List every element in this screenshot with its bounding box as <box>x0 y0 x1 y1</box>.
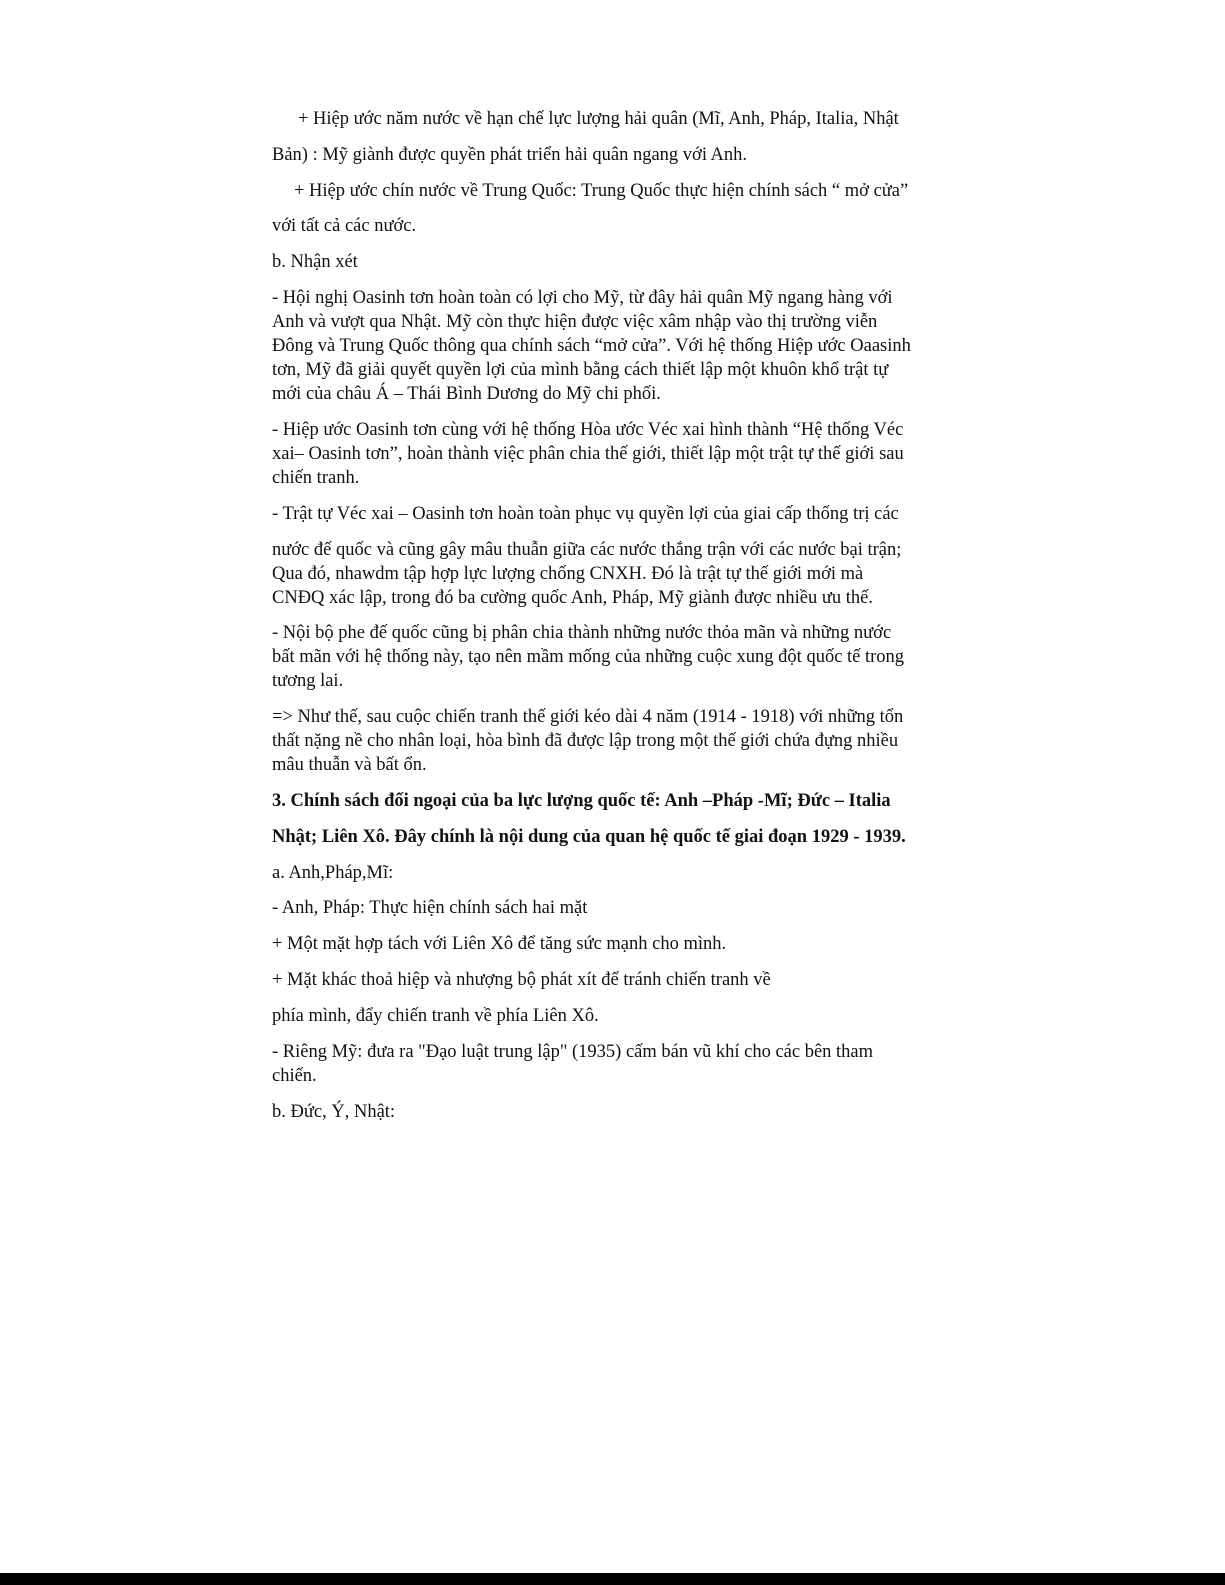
paragraph-internal-line-2: bất mãn với hệ thống này, tạo nên mầm mống của những cuộc xung đột quốc tế trong <box>272 647 905 667</box>
us-neutrality-line-1: - Riêng Mỹ: đưa ra "Đạo luật trung lập" (1935) cấm bán vũ khí cho các bên tham <box>272 1042 874 1062</box>
paragraph-conclusion-line-2: thất nặng nề cho nhân loại, hòa bình đã được lập trong một thế giới chứa đựng nhiều <box>272 731 899 751</box>
paragraph-washington-line-2: Anh và vượt qua Nhật. Mỹ còn thực hiện được việc xâm nhập vào thị trường viễn <box>272 312 878 332</box>
section-b-heading: b. Nhận xét <box>272 252 358 272</box>
section-3-heading-line-2: Nhật; Liên Xô. Đây chính là nội dung của quan hệ quốc tế giai đoạn 1929 - 1939. <box>272 827 906 847</box>
paragraph-versailles-line-1: - Hiệp ước Oasinh tơn cùng với hệ thống Hòa ước Véc xai hình thành “Hệ thống Véc <box>272 420 904 440</box>
paragraph-washington-line-5: mới của châu Á – Thái Bình Dương do Mỹ chi phối. <box>272 384 661 404</box>
paragraph-versailles-line-3: chiến tranh. <box>272 468 360 488</box>
appeasement-point-line-2: phía mình, đẩy chiến tranh về phía Liên Xô. <box>272 1006 599 1026</box>
paragraph-conclusion-line-3: mâu thuẫn và bất ổn. <box>272 755 427 775</box>
treaty-five-nations-line-2: Bản) : Mỹ giành được quyền phát triển hải quân ngang với Anh. <box>272 145 748 165</box>
paragraph-order-line-2: nước đế quốc và cũng gây mâu thuẫn giữa các nước thắng trận với các nước bại trận; <box>272 540 902 560</box>
paragraph-order-line-3: Qua đó, nhawdm tập hợp lực lượng chống CNXH. Đó là trật tự thế giới mới mà <box>272 564 864 584</box>
paragraph-conclusion-line-1: => Như thế, sau cuộc chiến tranh thế giới kéo dài 4 năm (1914 - 1918) với những tổn <box>272 707 904 727</box>
paragraph-versailles-line-2: xai– Oasinh tơn”, hoàn thành việc phân chia thế giới, thiết lập một trật tự thế giới sau <box>272 444 904 464</box>
paragraph-washington-line-1: - Hội nghị Oasinh tơn hoàn toàn có lợi cho Mỹ, từ đây hải quân Mỹ ngang hàng với <box>272 288 893 308</box>
bottom-border <box>0 1573 1225 1585</box>
treaty-five-nations-line-1: + Hiệp ước năm nước về hạn chế lực lượng hải quân (Mĩ, Anh, Pháp, Italia, Nhật <box>298 109 899 129</box>
paragraph-order-line-1: - Trật tự Véc xai – Oasinh tơn hoàn toàn phục vụ quyền lợi của giai cấp thống trị các <box>272 504 899 524</box>
appeasement-point-line-1: + Mặt khác thoả hiệp và nhượng bộ phát xít để tránh chiến tranh về <box>272 970 771 990</box>
paragraph-order-line-4: CNĐQ xác lập, trong đó ba cường quốc Anh, Pháp, Mỹ giành được nhiều ưu thế. <box>272 588 873 608</box>
paragraph-washington-line-4: tơn, Mỹ đã giải quyết quyền lợi của mình bằng cách thiết lập một khuôn khổ trật tự <box>272 360 889 380</box>
treaty-nine-nations-line-2: với tất cả các nước. <box>272 216 417 236</box>
anh-phap-policy: - Anh, Pháp: Thực hiện chính sách hai mặt <box>272 898 588 918</box>
cooperation-point: + Một mặt hợp tách với Liên Xô để tăng sức mạnh cho mình. <box>272 934 727 954</box>
section-3-heading-line-1: 3. Chính sách đối ngoại của ba lực lượng quốc tế: Anh –Pháp -Mĩ; Đức – Italia <box>272 791 891 811</box>
paragraph-internal-line-3: tương lai. <box>272 671 344 691</box>
paragraph-washington-line-3: Đông và Trung Quốc thông qua chính sách “mở cửa”. Với hệ thống Hiệp ước Oaasinh <box>272 336 911 356</box>
treaty-nine-nations-line-1: + Hiệp ước chín nước về Trung Quốc: Trung Quốc thực hiện chính sách “ mở cửa” <box>294 181 909 201</box>
us-neutrality-line-2: chiến. <box>272 1066 317 1086</box>
section-a-heading: a. Anh,Pháp,Mĩ: <box>272 863 394 883</box>
section-b2-heading: b. Đức, Ý, Nhật: <box>272 1102 396 1122</box>
paragraph-internal-line-1: - Nội bộ phe đế quốc cũng bị phân chia thành những nước thỏa mãn và những nước <box>272 623 892 643</box>
